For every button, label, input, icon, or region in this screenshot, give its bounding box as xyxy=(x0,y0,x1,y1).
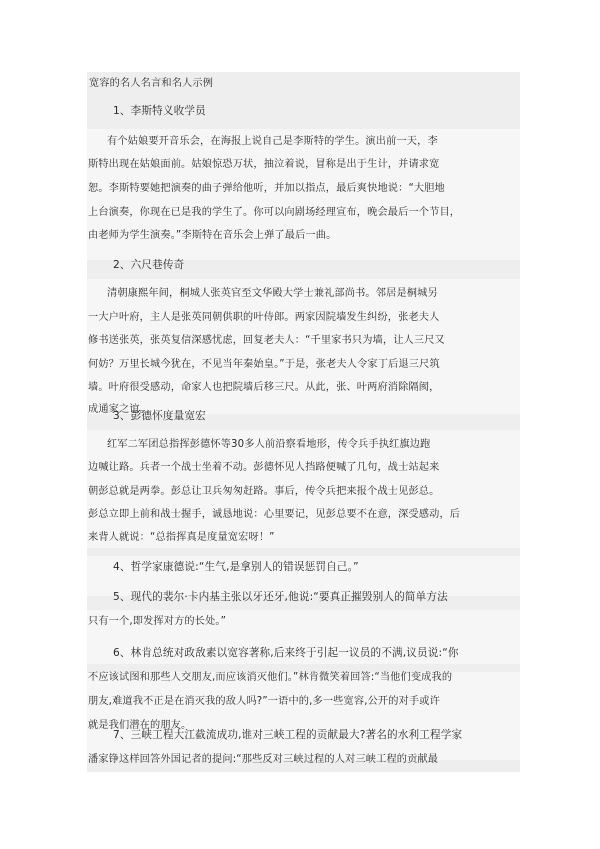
body-line: 斯特出现在姑娘面前。姑娘惊恐万状，抽泣着说，冒称是出于生计，并请求宽 xyxy=(88,159,440,170)
section-heading: 2、六尺巷传奇 xyxy=(113,259,185,271)
body-line: 朝彭总就是两拳。彭总让卫兵匆匆赶路。事后，传令兵把来报个战士见彭总。 xyxy=(88,486,440,497)
section-heading: 6、林肯总统对政敌素以宽容著称,后来终于引起一议员的不满,议员说:“你 xyxy=(113,647,459,659)
body-line: 红军二军团总指挥彭德怀等30多人前沿察看地形，传令兵手执红旗边跑 xyxy=(107,439,431,450)
body-line: 只有一个,即发挥对方的长处。” xyxy=(88,616,227,627)
body-line: 朋友,难道我不正是在消灭我的敌人吗?”一语中的,多一些宽容,公开的对手或许 xyxy=(88,696,440,707)
body-line: 修书送张英，张英复信深感忧虑，回复老夫人：“千里家书只为墙，让人三尺又 xyxy=(88,335,445,346)
body-line: 何妨？万里长城今犹在，不见当年秦始皇。”于是，张老夫人令家丁后退三尺筑 xyxy=(88,359,440,370)
document-title: 宽容的名人名言和名人示例 xyxy=(89,78,214,89)
section-heading: 5、现代的裴尔·卡内基主张以牙还牙,他说:“要真正摧毁别人的简单方法 xyxy=(113,591,448,603)
body-line: 彭总立即上前和战士握手，诚恳地说：心里要记，见彭总要不在意，深受感动，后 xyxy=(88,509,461,520)
scanned-page xyxy=(87,72,520,772)
body-line: 墙。叶府很受感动，命家人也把院墙后移三尺。从此，张、叶两府消除隔阂， xyxy=(88,382,440,393)
section-heading: 7、三峡工程大江截流成功,谁对三峡工程的贡献最大?著名的水利工程学家 xyxy=(113,729,463,741)
body-line: 就是我们潜在的朋友。 xyxy=(88,720,192,731)
body-line: 上台演奏，你现在已是我的学生了。你可以向剧场经理宣布，晚会最后一个节目， xyxy=(88,207,461,218)
body-line: 有个姑娘要开音乐会，在海报上说自己是李斯特的学生。演出前一天，李 xyxy=(107,136,438,147)
body-line: 来背人就说：“总指挥真是度量宽宏呀！” xyxy=(88,532,275,543)
body-line: 潘家铮这样回答外国记者的提问:“那些反对三峡过程的人对三峡工程的贡献最 xyxy=(88,754,439,765)
paragraph-band xyxy=(87,672,520,760)
body-line: 清朝康熙年间，桐城人张英官至文华殿大学士兼礼部尚书。邻居是桐城另 xyxy=(107,288,438,299)
body-line: 恕。李斯特要她把演奏的曲子弹给他听，并加以指点，最后爽快地说：“大胆地 xyxy=(88,183,445,194)
body-line: 成通家之谊。 xyxy=(88,404,151,415)
body-line: 不应该试图和那些人交朋友,而应该消灭他们。”林肯微笑着回答:“当他们变成我的 xyxy=(88,672,453,683)
body-line: 一大户叶府，主人是张英同朝供职的叶侍郎。两家因院墙发生纠纷，张老夫人 xyxy=(88,312,440,323)
section-heading: 1、李斯特义收学员 xyxy=(113,105,206,117)
section-heading: 3、彭德怀度量宽宏 xyxy=(113,410,206,422)
body-line: 边喊让路。兵者一个战士坐着不动。彭德怀见人挡路便喊了几句，战士站起来 xyxy=(88,462,440,473)
section-heading: 4、哲学家康德说:“生气,是拿别人的错误惩罚自己。” xyxy=(113,561,359,573)
body-line: 由老师为学生演奏。”李斯特在音乐会上弹了最后一曲。 xyxy=(88,230,337,241)
